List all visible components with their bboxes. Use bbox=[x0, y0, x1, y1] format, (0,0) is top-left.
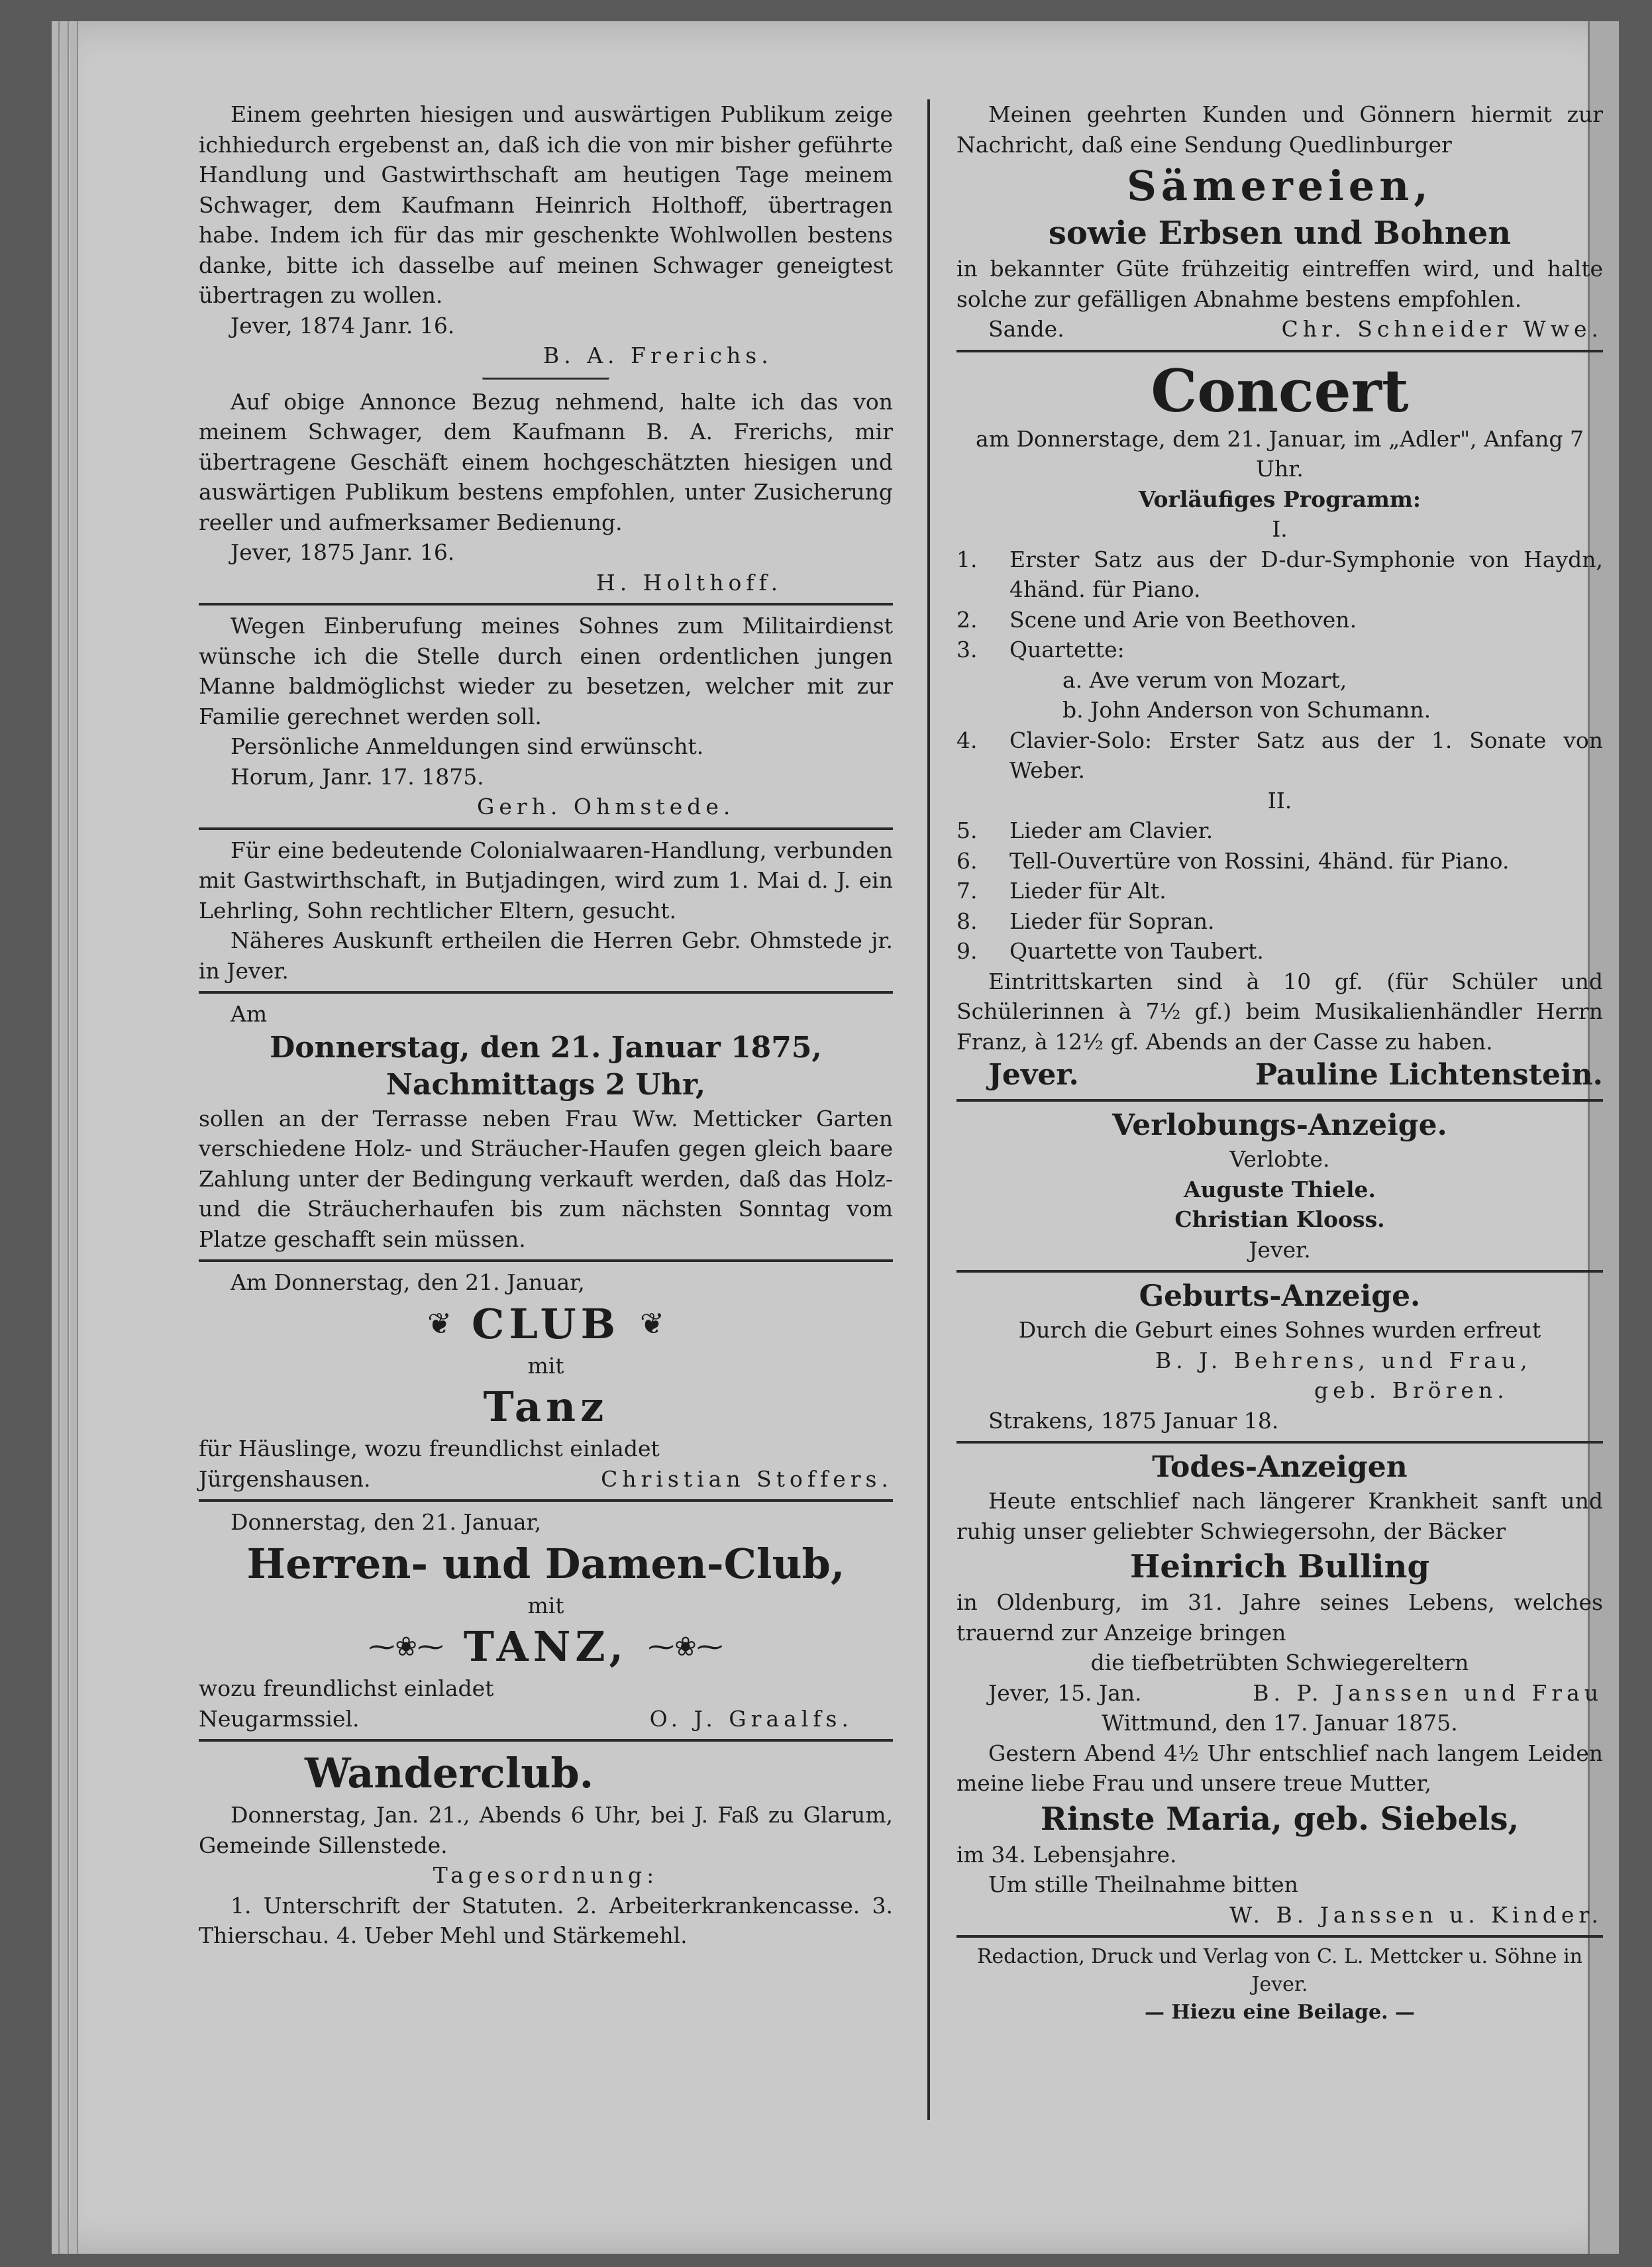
ad-signature: H. Holthoff. bbox=[596, 569, 783, 596]
ad-headline: sowie Erbsen und Bohnen bbox=[1048, 215, 1512, 252]
left-column bbox=[199, 99, 893, 1951]
program-item bbox=[956, 846, 1603, 876]
program-heading: Vorläufiges Programm: bbox=[1138, 486, 1421, 512]
ad-text: Wegen Einberufung meines Sohnes zum Militairdienst wünsche ich die Stelle durch einen ordentlichen jungen Manne baldmöglichst wieder zu besetzen, welcher mit zur Familie gerechnet werden soll. bbox=[199, 613, 893, 729]
program-item-number: 2. bbox=[956, 606, 978, 633]
rule bbox=[199, 1739, 893, 1742]
program-item-number: 8. bbox=[956, 908, 978, 934]
program-item-text: Quartette von Taubert. bbox=[1009, 938, 1264, 964]
ad-headline: Wanderclub. bbox=[305, 1749, 594, 1797]
short-rule bbox=[482, 378, 609, 380]
program-item bbox=[956, 695, 1603, 725]
ad-todes-anzeige-siebels bbox=[956, 1708, 1603, 1930]
deceased-name: Heinrich Bulling bbox=[1129, 1548, 1429, 1585]
ad-text: Näheres Auskunft ertheilen die Herren Gebr. Ohmstede jr. in Jever. bbox=[199, 927, 893, 984]
program-item-text: Scene und Arie von Beethoven. bbox=[1009, 606, 1357, 633]
ad-lehrling bbox=[199, 835, 893, 986]
ad-text: Einem geehrten hiesigen und auswärtigen Publikum zeige ichhiedurch ergebenst an, daß ich die von mir bisher geführte Handlung und Gastwirthschaft am heutigen Tage meinem Schwager, dem Kaufmann Heinrich Holthoff, übertragen habe. Indem ich für das mir geschenkte Wohlwollen bestens danke, bitte ich dasselbe auf meinen Schwager geneigtest übertragen zu wollen. bbox=[199, 101, 893, 308]
ad-text: Jever. bbox=[1249, 1236, 1311, 1263]
ad-saemereien bbox=[956, 99, 1603, 344]
ad-text: Um stille Theilnahme bitten bbox=[988, 1872, 1298, 1897]
ad-signature: W. B. Janssen u. Kinder. bbox=[1229, 1901, 1603, 1928]
ad-footer-row bbox=[199, 1464, 893, 1495]
ad-headline: Geburts-Anzeige. bbox=[1139, 1279, 1421, 1313]
program-item-number: 5. bbox=[956, 817, 978, 843]
program-item-number: 3. bbox=[956, 637, 978, 662]
ad-date: Jever, 1875 Janr. 16. bbox=[231, 539, 455, 565]
ad-verlobung bbox=[956, 1107, 1603, 1265]
ad-text: sollen an der Terrasse neben Frau Ww. Metticker Garten verschiedene Holz- und Sträucher-Haufen gegen gleich baare Zahlung unter der Bedingung verkauft werden, daß das Holz- und die Sträucherhaufen bis zum nächsten Sonntag vom Platze geschafft sein müssen. bbox=[199, 1105, 893, 1252]
ad-geburt bbox=[956, 1278, 1603, 1436]
column-divider bbox=[927, 99, 930, 2120]
ad-text: wozu freundlichst einladet bbox=[199, 1675, 494, 1701]
ad-headline: Todes-Anzeigen bbox=[1152, 1450, 1408, 1484]
rule bbox=[956, 1099, 1603, 1102]
program-item-text: b. John Anderson von Schumann. bbox=[1062, 697, 1431, 723]
program-item-text: Clavier-Solo: Erster Satz aus der 1. Sonate von Weber. bbox=[1009, 727, 1603, 783]
ad-text: am Donnerstage, dem 21. Januar, im „Adler", Anfang 7 Uhr. bbox=[976, 425, 1584, 482]
ad-footer-row bbox=[199, 1704, 893, 1734]
ad-headline: Sämereien, bbox=[1127, 162, 1433, 210]
ad-text: Heute entschlief nach längerer Krankheit sanft und ruhig unser geliebter Schwiegersohn, der Bäcker bbox=[956, 1488, 1603, 1544]
ad-headline: Nachmittags 2 Uhr, bbox=[386, 1067, 706, 1102]
rule bbox=[199, 827, 893, 830]
program-item-text: Tell-Ouvertüre von Rossini, 4händ. für Piano. bbox=[1009, 847, 1510, 874]
ad-text: Persönliche Anmeldungen sind erwünscht. bbox=[231, 733, 704, 759]
ad-text: Auf obige Annonce Bezug nehmend, halte ich das von meinem Schwager, dem Kaufmann B. A. Frerichs, mir übertragene Geschäft einem hochgeschätzten hiesigen und auswärtigen Publikum bestens empfohlen, unter Zusicherung reeller und aufmerksamer Bedienung. bbox=[199, 388, 893, 535]
ad-date: Horum, Janr. 17. 1875. bbox=[231, 763, 484, 790]
program-item bbox=[956, 906, 1603, 937]
ad-text: Durch die Geburt eines Sohnes wurden erfreut bbox=[1018, 1317, 1541, 1343]
ad-text: B. J. Behrens, und Frau, bbox=[1155, 1347, 1532, 1373]
deceased-name: Rinste Maria, geb. Siebels, bbox=[1040, 1800, 1520, 1838]
program-item-number: 1. bbox=[956, 546, 978, 572]
tanz-headline: Tanz bbox=[483, 1383, 609, 1431]
ad-headline: Verlobungs-Anzeige. bbox=[1112, 1108, 1447, 1142]
rule bbox=[956, 1935, 1603, 1938]
ad-text: in bekannter Güte frühzeitig eintreffen wird, und halte solche zur gefälligen Abnahme bestens empfohlen. bbox=[956, 256, 1603, 312]
ad-text: die tiefbetrübten Schwiegereltern bbox=[1090, 1650, 1469, 1675]
rule bbox=[956, 1441, 1603, 1444]
ad-place: Jürgenshausen. bbox=[199, 1465, 371, 1492]
ad-text: in Oldenburg, im 31. Jahre seines Lebens, welches trauernd zur Anzeige bringen bbox=[956, 1589, 1603, 1646]
ad-footer-row bbox=[956, 1057, 1603, 1094]
ad-text: Für eine bedeutende Colonialwaaren-Handlung, verbunden mit Gastwirthschaft, in Butjadingen, wird zum 1. Mai d. J. ein Lehrling, Sohn rechtlicher Eltern, gesucht. bbox=[199, 837, 893, 923]
ad-headline: Donnerstag, den 21. Januar 1875, bbox=[270, 1030, 822, 1065]
ad-date: Wittmund, den 17. Januar 1875. bbox=[1102, 1710, 1458, 1736]
ad-date: Strakens, 1875 Januar 18. bbox=[988, 1407, 1279, 1434]
ad-place: Neugarmssiel. bbox=[199, 1705, 360, 1732]
ad-text: Christian Klooss. bbox=[1174, 1206, 1385, 1232]
rule bbox=[199, 603, 893, 606]
program-item-text: Lieder am Clavier. bbox=[1009, 817, 1213, 843]
ad-text: geb. Brören. bbox=[1314, 1377, 1509, 1403]
program-item bbox=[956, 816, 1603, 846]
ad-signature: Gerh. Ohmstede. bbox=[477, 794, 735, 819]
ad-text: mit bbox=[527, 1592, 564, 1618]
ad-text: Auguste Thiele. bbox=[1183, 1176, 1376, 1202]
program-item-text: Lieder für Alt. bbox=[1009, 878, 1166, 904]
flourish-ornament: ⁓❀⁓ bbox=[648, 1632, 723, 1662]
program-item-number: 7. bbox=[956, 878, 978, 904]
flourish-ornament: ❦ bbox=[640, 1307, 664, 1341]
ad-text: Verlobte. bbox=[1229, 1146, 1330, 1172]
ad-signature: Chr. Schneider Wwe. bbox=[1281, 316, 1603, 342]
ad-holthoff bbox=[199, 387, 893, 598]
flourish-ornament: ⁓❀⁓ bbox=[368, 1632, 444, 1662]
program-item-text: Quartette: bbox=[1009, 637, 1125, 662]
rule bbox=[956, 350, 1603, 352]
club-headline: CLUB bbox=[471, 1299, 621, 1348]
ad-text: mit bbox=[527, 1352, 564, 1379]
beilage-note: — Hiezu eine Beilage. — bbox=[1144, 2001, 1416, 2024]
program-item-number: 9. bbox=[956, 938, 978, 964]
page-edge bbox=[70, 21, 78, 2254]
ad-frerichs bbox=[199, 99, 893, 371]
flourish-ornament: ❦ bbox=[427, 1307, 452, 1341]
page-edge bbox=[52, 21, 60, 2254]
program-item-number: 4. bbox=[956, 727, 978, 753]
tanz-row bbox=[199, 1620, 893, 1673]
ad-text: im 34. Lebensjahre. bbox=[956, 1841, 1177, 1868]
ad-headline: Herren- und Damen-Club, bbox=[246, 1539, 845, 1588]
imprint bbox=[956, 1943, 1603, 2027]
rule bbox=[199, 1259, 893, 1262]
club-row bbox=[199, 1298, 893, 1351]
imprint-text: Redaction, Druck und Verlag von C. L. Mettcker u. Söhne in Jever. bbox=[976, 1945, 1583, 1996]
ad-text: Donnerstag, Jan. 21., Abends 6 Uhr, bei J. Faß zu Glarum, Gemeinde Sillenstede. bbox=[199, 1802, 893, 1858]
ad-signature: Christian Stoffers. bbox=[601, 1465, 893, 1492]
ad-signature: B. A. Frerichs. bbox=[543, 343, 773, 368]
ad-club bbox=[199, 1267, 893, 1494]
ad-ohmstede bbox=[199, 611, 893, 822]
ad-place: Jever. bbox=[988, 1058, 1079, 1092]
program-list bbox=[956, 545, 1603, 786]
tanz-headline: TANZ, bbox=[463, 1622, 629, 1671]
program-item bbox=[956, 635, 1603, 665]
program-item bbox=[956, 605, 1603, 635]
ad-text: Gestern Abend 4½ Uhr entschlief nach langem Leiden meine liebe Frau und unsere treue Mutter, bbox=[956, 1740, 1603, 1796]
ad-signature: B. P. Janssen und Frau bbox=[1253, 1679, 1603, 1706]
ad-place: Sande. bbox=[988, 316, 1064, 342]
ad-text: für Häuslinge, wozu freundlichst einladet bbox=[199, 1436, 660, 1461]
program-item bbox=[956, 936, 1603, 967]
ad-text: Am bbox=[231, 1001, 268, 1027]
program-list bbox=[956, 816, 1603, 967]
program-item bbox=[956, 545, 1603, 605]
ad-holzverkauf bbox=[199, 999, 893, 1254]
program-item-number: 6. bbox=[956, 847, 978, 874]
ad-todes-anzeige-bulling bbox=[956, 1449, 1603, 1708]
program-item-number bbox=[956, 695, 1009, 725]
program-item bbox=[956, 876, 1603, 906]
ad-herren-damen-club bbox=[199, 1507, 893, 1734]
rule bbox=[199, 1499, 893, 1502]
ad-date: Jever, 1874 Janr. 16. bbox=[231, 312, 455, 339]
program-item-text: Lieder für Sopran. bbox=[1009, 908, 1215, 934]
ad-signature: Pauline Lichtenstein. bbox=[1255, 1058, 1603, 1092]
ad-text: Am Donnerstag, den 21. Januar, bbox=[231, 1269, 585, 1295]
ad-wanderclub bbox=[199, 1747, 893, 1951]
program-item-number bbox=[956, 665, 1009, 696]
rule bbox=[956, 1270, 1603, 1273]
ad-place: Jever, 15. Jan. bbox=[988, 1679, 1142, 1706]
program-item-text: Erster Satz aus der D-dur-Symphonie von Haydn, 4händ. für Piano. bbox=[1009, 546, 1603, 602]
ad-signature: O. J. Graalfs. bbox=[649, 1705, 853, 1732]
ad-text: 1. Unterschrift der Statuten. 2. Arbeiterkrankencasse. 3. Thierschau. 4. Ueber Mehl und Stärkemehl. bbox=[199, 1892, 893, 1948]
program-item bbox=[956, 725, 1603, 786]
concert-headline: Concert bbox=[1151, 356, 1409, 425]
ad-footer-row bbox=[956, 1678, 1603, 1709]
program-item-text: a. Ave verum von Mozart, bbox=[1062, 666, 1347, 693]
ad-footer-row bbox=[956, 314, 1603, 344]
program-item bbox=[956, 665, 1603, 696]
ad-text: Eintrittskarten sind à 10 gf. (für Schüler und Schülerinnen à 7½ gf.) beim Musikalienhändler Herrn Franz, à 12½ gf. Abends an der Casse zu haben. bbox=[956, 968, 1603, 1055]
program-part: I. bbox=[1272, 516, 1288, 542]
program-part: II. bbox=[1267, 787, 1292, 814]
ad-subheading: Tagesordnung: bbox=[433, 1862, 659, 1888]
right-column bbox=[956, 99, 1603, 2027]
ad-concert bbox=[956, 358, 1603, 1094]
ad-text: Donnerstag, den 21. Januar, bbox=[231, 1509, 542, 1535]
ad-text: Meinen geehrten Kunden und Gönnern hiermit zur Nachricht, daß eine Sendung Quedlinburger bbox=[956, 101, 1603, 158]
rule bbox=[199, 991, 893, 994]
page-edge bbox=[61, 21, 69, 2254]
